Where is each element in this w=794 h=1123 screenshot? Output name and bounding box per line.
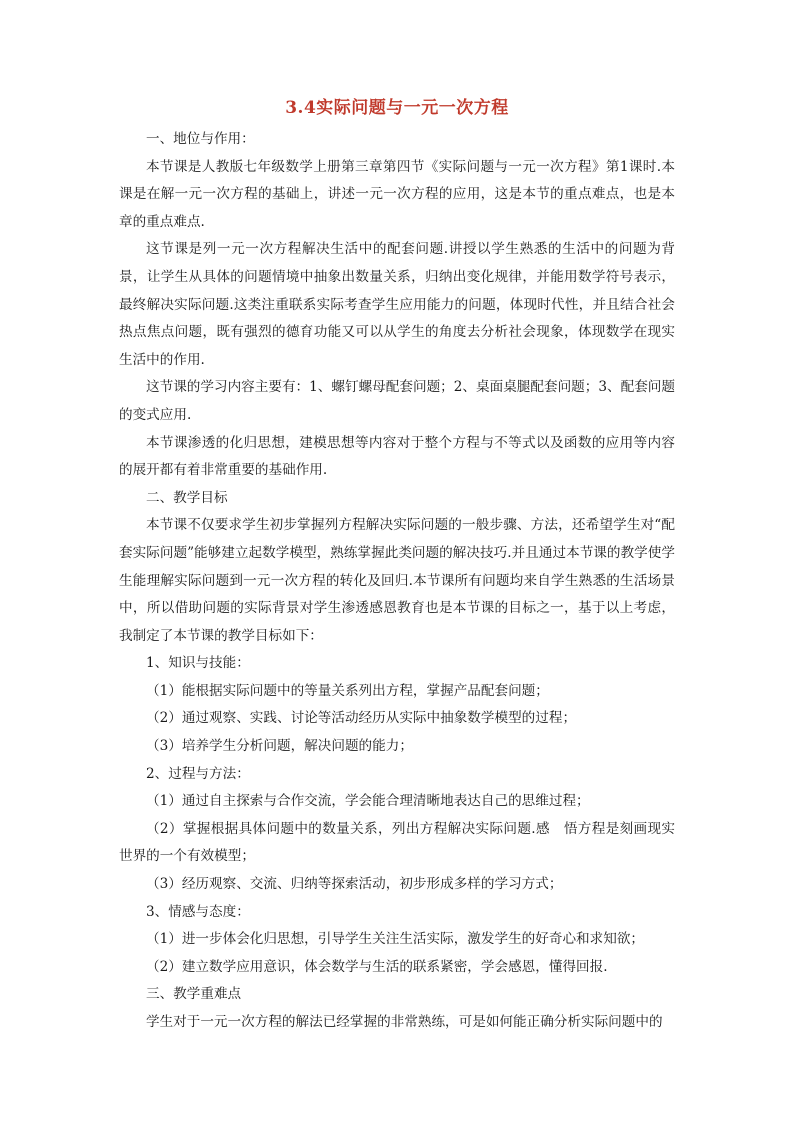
document-title: 3.4实际问题与一元一次方程: [285, 98, 509, 118]
document-page: [119, 96, 675, 1037]
section-heading-objectives: 二、教学目标: [146, 489, 228, 506]
list-item: （2）通过观察、实践、讨论等活动经历从实际中抽象数学模型的过程；: [146, 710, 577, 727]
list-item: （3）经历观察、交流、归纳等探索活动，初步形成多样的学习方式；: [146, 876, 563, 893]
document-body: [119, 126, 675, 1037]
body-paragraph: 本节课不仅要求学生初步掌握列方程解决实际问题的一般步骤、方法，还希望学生对“配套实际问题”能够建立起数学模型，熟练掌握此类问题的解决技巧.并且通过本节课的教学使学生能理解实际问题到一元一次方程的转化及回归.本节课所有问题均来自学生熟悉的生活场景中，所以借助问题的实际背景对学生渗透感恩教育也是本节课的目标之一，基于以上考虑，我制定了本节课的教学目标如下：: [119, 517, 675, 644]
subheading-knowledge: 1、知识与技能：: [146, 655, 250, 672]
body-paragraph: 这节课是列一元一次方程解决生活中的配套问题.讲授以学生熟悉的生活中的问题为背景，让学生从具体的问题情境中抽象出数量关系，归纳出变化规律，并能用数学符号表示，最终解决实际问题.这类注重联系实际考查学生应用能力的问题，体现时代性，并且结合社会热点焦点问题，既有强烈的德育功能又可以从学生的角度去分析社会现象，体现数学在现实生活中的作用.: [119, 241, 675, 368]
section-heading-key-points: 三、教学重难点: [146, 986, 242, 1003]
list-item: （2）建立数学应用意识，体会数学与生活的联系紧密，学会感恩，懂得回报.: [146, 958, 608, 975]
subheading-attitude: 3、情感与态度：: [146, 903, 250, 920]
list-item: （1）能根据实际问题中的等量关系列出方程，掌握产品配套问题；: [146, 682, 549, 699]
body-paragraph: 这节课的学习内容主要有：1、螺钉螺母配套问题；2、桌面桌腿配套问题；3、配套问题的变式应用.: [119, 379, 675, 423]
subheading-process: 2、过程与方法：: [146, 765, 250, 782]
list-item: （1）进一步体会化归思想，引导学生关注生活实际，激发学生的好奇心和求知欲；: [146, 931, 645, 948]
list-item: （2）掌握根据具体问题中的数量关系，列出方程解决实际问题.感 悟方程是刻画现实世界的一个有效模型；: [119, 820, 675, 865]
list-item: （3）培养学生分析问题，解决问题的能力；: [146, 738, 413, 755]
body-paragraph: 学生对于一元一次方程的解法已经掌握的非常熟练，可是如何能正确分析实际问题中的: [146, 1014, 663, 1030]
list-item: （1）通过自主探索与合作交流，学会能合理清晰地表达自己的思维过程；: [146, 793, 590, 810]
section-heading-position: 一、地位与作用：: [146, 131, 255, 147]
body-paragraph: 本节课是人教版七年级数学上册第三章第四节《实际问题与一元一次方程》第1课时.本课是在解一元一次方程的基础上，讲述一元一次方程的应用，这是本节的重点难点，也是本章的重点难点.: [119, 158, 675, 230]
body-paragraph: 本节课渗透的化归思想，建模思想等内容对于整个方程与不等式以及函数的应用等内容的展开都有着非常重要的基础作用.: [119, 434, 675, 479]
